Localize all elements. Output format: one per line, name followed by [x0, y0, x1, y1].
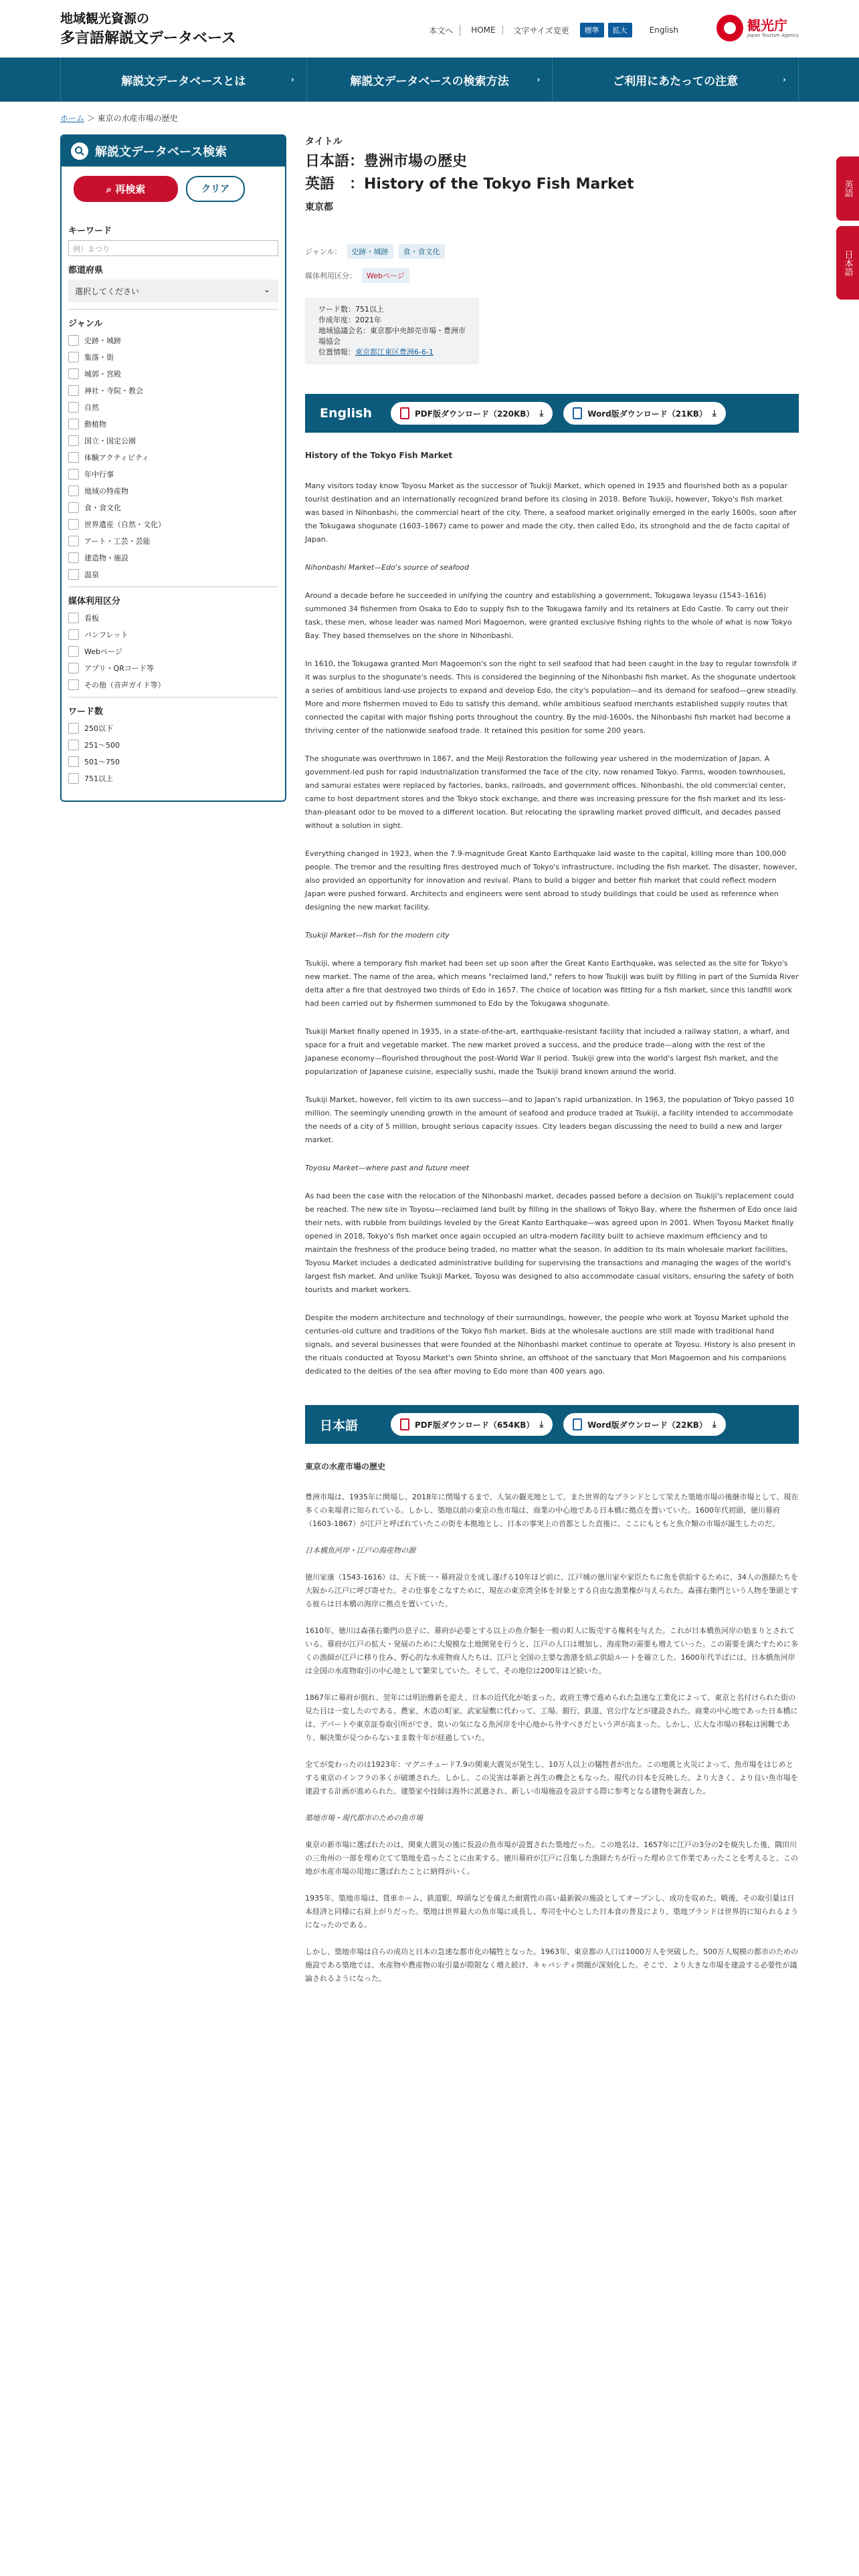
- nav-about-label: 解説文データベースとは: [121, 74, 246, 88]
- pdf-icon: [400, 407, 409, 419]
- word-doc-icon: [573, 1418, 582, 1430]
- japanese-paragraph: 1935年、築地市場は、貨車ホーム、鉄道駅、埠頭などを備えた耐震性の高い最新鋭の施設としてオープンし、成功を収めた。戦後、その取引量は日本経済と同様に右肩上がりだった。築地は世界最大の魚市場に成長し、寿司を中心とした日本食の普及により、築地ブランドは世界的に知られるようになったのである。: [305, 1894, 798, 1929]
- japanese-article-heading: 東京の水産市場の歴史: [305, 1462, 386, 1471]
- genre-checkbox-label: アート・工芸・芸能: [84, 537, 151, 546]
- media-checkbox-row[interactable]: [68, 629, 278, 640]
- media-checkbox-row[interactable]: [68, 646, 278, 657]
- japanese-paragraph: 1610年、徳川は森孫右衛門の息子に、幕府が必要とする以上の魚介類を一般の町人に販売する権利を与えた。これが日本橋魚河岸の始まりとされている。幕府が江戸の拡大・発展のために大規模な土地開発を行うと、江戸の人口は増加し、海産物の需要も増えていった。この需要を満たすために多くの漁師が江戸に移り住み、野心的な水産物商人たちは、江戸と全国の主要な漁港を結ぶ供給ルートを確立した。1600年代半ばには、日本橋魚河岸は全国の水産物取引の中心地として繁栄していた。そして、その地位は200年ほど続いた。: [305, 1626, 798, 1675]
- search-icon: ⌕: [106, 183, 116, 195]
- download-icon: ⤓: [539, 1419, 544, 1430]
- genre-tag[interactable]: 史跡・城跡: [347, 244, 393, 259]
- genre-checkbox[interactable]: [68, 368, 79, 379]
- genre-checkbox[interactable]: [68, 486, 79, 496]
- genre-checkbox-row[interactable]: [68, 435, 278, 446]
- genre-checkbox-row[interactable]: [68, 519, 278, 530]
- title-en-prefix: 英語 ：: [305, 176, 365, 193]
- japanese-paragraph: 徳川家康（1543-1616）は、天下統一・幕府設立を成し遂げる10年ほど前に、江戸城の徳川家や家臣たちに魚を供給するために、34人の漁師たちを大阪から江戸に呼び寄せた。その仕事をこなすために、現在の東京湾全体を対象とする自由な漁業権が与えられた。森孫右衛門という人物を筆頭とする彼らは日本橋の海岸に拠点を置いていた。: [305, 1573, 798, 1608]
- genre-row: [305, 244, 799, 259]
- prefecture-select[interactable]: [68, 280, 278, 302]
- download-icon: ⤓: [712, 408, 717, 419]
- media-tag[interactable]: Webページ: [362, 268, 409, 283]
- title-en-text: History of the Tokyo Fish Market: [364, 176, 634, 193]
- english-paragraph: Around a decade before he succeeded in unifying the country and establishing a government, Tokugawa Ieyasu (1543–1616) summoned 34 fishermen from Osaka to Edo to supply fish to the Tokugawa family and its retainers at Edo Castle. To carry out their task, these men, whose leader was named Mori Magoemon, were granted exclusive fishing rights to the whole of what is now Tokyo Bay. They based themselves on the shore in Nihonbashi.: [305, 591, 792, 640]
- site-title[interactable]: [60, 9, 236, 49]
- media-checkbox[interactable]: [68, 646, 79, 657]
- words-checkbox[interactable]: [68, 723, 79, 734]
- english-paragraph: Tsukiji, where a temporary fish market had been set up soon after the Great Kanto Earthquake, was selected as the site for Tokyo's new market. The name of the area, which means "reclaimed land," refers to how Tsukiji was built by filling in part of the Sumida River delta after a fire that destroyed two thirds of Edo in 1657. The choice of location was fitting for a fish market, since this landfill work had been carried out by fishermen summoned to Edo by the Tokugawa shogunate.: [305, 959, 799, 1008]
- words-checkbox[interactable]: [68, 773, 79, 784]
- pdf-icon: [400, 1418, 409, 1430]
- japanese-section-header: [305, 1405, 799, 1444]
- words-label: ワード数: [68, 707, 104, 717]
- prefecture-select-value: 選択してください: [75, 287, 140, 296]
- genre-checkbox[interactable]: [68, 569, 79, 580]
- title-ja-text: 豊洲市場の歴史: [364, 153, 468, 170]
- genre-checkbox-label: 年中行事: [84, 470, 114, 479]
- nav-search-method[interactable]: [306, 58, 553, 102]
- english-paragraph: In 1610, the Tokugawa granted Mori Magoemon's son the right to sell seafood that had been caught in the bay to regular townsfolk if it was surplus to the shogunate's needs. This is considered the beginning of the Nihonbashi fish market. As the shogunate undertook a series of ambitious land-use projects to expand and develop Edo, the city's population—and its demand for seafood—grew steadily. More and more fishermen moved to Edo to satisfy this demand, while ambitious seafood merchants established supply routes that connected the capital with major fishing ports throughout the country. By the mid-1600s, the Nihonbashi fish market had become a thriving center of the nationwide seafood trade. It retained this position for some 200 years.: [305, 659, 797, 735]
- english-paragraph: Tsukiji Market finally opened in 1935, in a state-of-the-art, earthquake-resistant facility that included a railway station, a wharf, and space for a fruit and vegetable market. The new market proved a success, and the produce trade—along with the rest of the Japanese economy—flourished throughout the post-World War II period. Tsukiji grew into the world's largest fish market, and the popularization of Japanese cuisine, especially sushi, made the Tsukiji brand known around the world.: [305, 1027, 789, 1076]
- genre-checkbox[interactable]: [68, 502, 79, 513]
- genre-checkbox[interactable]: [68, 469, 79, 479]
- genre-checkbox-label: 体験アクティビティ: [84, 453, 149, 462]
- japanese-article: [305, 1444, 799, 1985]
- genre-checkbox-label: 城郭・宮殿: [84, 370, 121, 379]
- japanese-word-label: Word版ダウンロード（22KB）: [587, 1420, 707, 1430]
- clear-button[interactable]: クリア: [186, 176, 245, 202]
- words-list: [68, 723, 278, 784]
- title-ja: [305, 150, 799, 173]
- genre-checkbox-row[interactable]: [68, 352, 278, 362]
- english-paragraph: Many visitors today know Toyosu Market as the successor of Tsukiji Market, which opened in 1935 and flourished both as a popular tourist destination and an internationally recognized brand before its closing in 2018. Before Tsukiji, however, Tokyo's fish market was based in Nihonbashi, the commercial heart of the city. There, a seafood market originally emerged in the early 1600s, soon after the Tokugawa shogunate (1603–1867) came to power and made the city, then called Edo, its stronghold and the de facto capital of Japan.: [305, 481, 797, 544]
- english-section-title: English: [320, 406, 372, 421]
- search-filters: [62, 211, 285, 800]
- location-link[interactable]: 東京都江東区豊洲6-6-1: [355, 348, 434, 356]
- japanese-paragraph: 全てが変わったのは1923年：マグニチュード7.9の関東大震災が発生し、10万人以上の犠牲者が出た。この地震と火災によって、魚市場をはじめとする東京のインフラの多くが破壊された。しかし、この災害は革新と再生の機会ともなった。現代の日本を反映した、より大きく、より良い魚市場を建設する計画が進められた。建築家や技師は海外に派遣され、新しい市場施設を設計する際に参考となる建物を調査した。: [305, 1760, 798, 1796]
- english-article: [305, 433, 799, 1378]
- genre-checkbox-row[interactable]: [68, 419, 278, 429]
- word-count: ワード数：751以上: [318, 305, 384, 314]
- genre-checkbox-label: 温泉: [84, 570, 99, 579]
- breadcrumb-home[interactable]: ホーム: [60, 114, 85, 123]
- genre-tag[interactable]: 食・食文化: [399, 244, 445, 259]
- home-link[interactable]: HOME: [464, 25, 502, 35]
- japanese-paragraph: 豊洲市場は、1935年に開場し、2018年に閉場するまで、人気の観光地として、また世界的なブランドとして栄えた築地市場の後継市場として、現在多くの来場者に知られている。しかし、築地以前の東京の魚市場は、商業の中心地である日本橋に拠点を置いていた。1600年代初頭、徳川幕府（1603-1867）が江戸と呼ばれていたこの街を本拠地とし、日本の事実上の首都とした直後に、ここにもともと魚介類の市場が誕生したのだ。: [305, 1493, 799, 1528]
- words-checkbox[interactable]: [68, 740, 79, 750]
- japanese-word-download[interactable]: [563, 1413, 725, 1436]
- genre-checkbox-row[interactable]: [68, 368, 278, 379]
- genre-checkbox[interactable]: [68, 519, 79, 530]
- words-checkbox[interactable]: [68, 756, 79, 767]
- breadcrumb: [0, 102, 859, 134]
- site-header: [0, 0, 859, 58]
- genre-row-label: ジャンル：: [305, 247, 342, 256]
- research-button[interactable]: [74, 176, 178, 202]
- japanese-paragraph: 東京の新市場に選ばれたのは、関東大震災の後に仮設の魚市場が設置された築地だった。この地名は、1657年に江戸の3分の2を焼失した後、隅田川の三角州の一部を埋め立てて築地を造ったことに由来する。徳川幕府が江戸に召集した漁師たちが行った埋め立て作業であったことを考えると、この地が水産市場の用地に選ばれたことに納得がいく。: [305, 1840, 798, 1876]
- genre-checkbox-label: 食・食文化: [84, 504, 121, 512]
- japanese-paragraph: しかし、築地市場は自らの成功と日本の急速な都市化の犠牲となった。1963年、東京都の人口は1000万人を突破した。500万人規模の都市のための施設である築地では、水産物や農産物の取引量が際限なく増え続け、キャパシティ問題が深刻化した。そこで、より大きな市場を建設する必要性が議論されるようになった。: [305, 1947, 798, 1983]
- words-checkbox-label: 250以下: [84, 724, 113, 733]
- jta-logo-sub: Japan Tourism Agency: [747, 33, 799, 38]
- english-word-download[interactable]: [563, 402, 725, 425]
- nav-notes[interactable]: [552, 58, 799, 102]
- genre-checkbox[interactable]: [68, 552, 79, 563]
- sidebar: [60, 134, 286, 1999]
- genre-checkbox-label: 建造物・施設: [84, 554, 128, 562]
- genre-checkbox-label: 動植物: [84, 420, 106, 429]
- chevron-right-icon: ›: [290, 75, 294, 84]
- genre-checkbox-row[interactable]: [68, 452, 278, 463]
- media-label: 媒体利用区分: [68, 597, 121, 607]
- jta-logo[interactable]: [717, 15, 799, 41]
- media-checkbox-row[interactable]: [68, 679, 278, 690]
- genre-checkbox-row[interactable]: [68, 502, 278, 513]
- english-paragraph: The shogunate was overthrown in 1867, and the Meiji Restoration the following year ushered in the modernization of Japan. A government-led push for rapid industrialization transformed the face of the city, now renamed Tokyo. Farms, wooden townhouses, and samurai estates were replaced by factories, banks, railroads, and government offices. Nihonbashi, the old commercial center, came to host department stores and the Tokyo stock exchange, and there was increasing pressure for the fish market and its less-than-pleasant odor to be moved to a different location. But relocating the sprawling market proved difficult, and decades passed without a solution in sight.: [305, 754, 787, 830]
- created-year: 作成年度：2021年: [318, 316, 381, 324]
- jta-logo-text: 観光庁: [747, 17, 787, 33]
- nav-search-method-label: 解説文データベースの検索方法: [350, 74, 509, 88]
- english-subheading: Nihonbashi Market—Edo's source of seafood: [305, 563, 469, 572]
- media-checkbox[interactable]: [68, 663, 79, 673]
- genre-checkbox[interactable]: [68, 335, 79, 346]
- side-tab-japanese[interactable]: 日本語: [836, 226, 859, 300]
- genre-checkbox[interactable]: [68, 452, 79, 463]
- genre-label: ジャンル: [68, 319, 103, 329]
- words-checkbox-row[interactable]: [68, 723, 278, 734]
- genre-checkbox-row[interactable]: [68, 536, 278, 546]
- media-checkbox-label: 看板: [84, 614, 99, 623]
- english-paragraph: As had been the case with the relocation of the Nihonbashi market, decades passed before a decision on Tsukiji's replacement could be reached. The new site in Toyosu—reclaimed land built by filling in the shallows of Tokyo Bay, where the fishermen of Edo once laid their nets, with rubble from buildings leveled by the Great Kanto Earthquake—was agreed upon in 2001. When Toyosu Market finally opened in 2018, Tokyo's fish market once again occupied an ultra-modern facility built to achieve maximum efficiency and to maintain the freshness of the produce being traded, no matter what the season. In addition to its main wholesale market facilities, Toyosu Market includes a dedicated administrative building for supervising the transactions and managing the wages of the world's largest fish market. And unlike Tsukiji Market, Toyosu was designed to also accommodate casual visitors, ensuring the safety of both tourists and market workers.: [305, 1192, 797, 1294]
- english-paragraph: Despite the modern architecture and technology of their surroundings, however, the people who work at Toyosu Market uphold the centuries-old culture and traditions of the Tokyo fish market. Bids at the wholesale auctions are still made with traditional hand signals, and several businesses that were founded at the Nihonbashi market continue to operate at Toyosu. History is also present in the rituals conducted at Toyosu Market's own Shinto shrine, an offshoot of the sanctuary that Mori Magoemon and his companions dedicated to the deities of the sea after moving to Edo more than 400 years ago.: [305, 1313, 795, 1376]
- media-list: [68, 613, 278, 690]
- media-checkbox-label: アプリ・QRコード等: [84, 664, 154, 673]
- words-checkbox-row[interactable]: [68, 756, 278, 767]
- main-area: [0, 134, 859, 1999]
- genre-checkbox-label: 集落・街: [84, 353, 114, 362]
- search-panel-header: [62, 136, 285, 167]
- media-checkbox[interactable]: [68, 613, 79, 623]
- genre-checkbox-row[interactable]: [68, 469, 278, 479]
- media-checkbox-row[interactable]: [68, 663, 278, 673]
- global-nav: [0, 58, 859, 102]
- location-label: 位置情報：: [318, 348, 355, 356]
- english-subheading: Toyosu Market—where past and future meet: [305, 1164, 470, 1172]
- title-en: [305, 173, 799, 196]
- side-tab-english[interactable]: 英語: [836, 156, 859, 221]
- download-icon: ⤓: [539, 408, 544, 419]
- genre-checkbox-label: 神社・寺院・教会: [84, 387, 143, 395]
- genre-checkbox[interactable]: [68, 352, 79, 362]
- japanese-pdf-download[interactable]: [391, 1413, 553, 1436]
- info-box: [305, 298, 479, 364]
- location: [318, 347, 466, 358]
- words-checkbox-label: 501〜750: [84, 758, 120, 766]
- genre-checkbox[interactable]: [68, 435, 79, 446]
- english-subheading: Tsukiji Market—fish for the modern city: [305, 931, 450, 940]
- media-checkbox[interactable]: [68, 629, 79, 640]
- title-ja-prefix: 日本語：: [305, 153, 365, 170]
- japanese-paragraph: 1867年に幕府が倒れ、翌年には明治維新を迎え、日本の近代化が始まった。政府主導で進められた急速な工業化によって、東京と名付けられた街の見た目は一変したのである。農家、木造の町家、武家屋敷に代わって、工場、銀行、鉄道、官公庁などが建設された。商業の中心地であった日本橋には、デパートや東京証券取引所ができ、臭いの気になる魚河岸を中心地から外すべきだという声が高まった。しかし、広大な市場の移転は困難であり、解決策が見つからないまま数十年が経過していた。: [305, 1693, 798, 1742]
- chevron-down-icon: ⌄: [263, 285, 270, 294]
- site-title-line2: 多言語解説文データベース: [60, 30, 236, 47]
- english-paragraph: Everything changed in 1923, when the 7.9-magnitude Great Kanto Earthquake laid waste to the capital, killing more than 100,000 people. The tremor and the resulting fires destroyed much of Tokyo's infrastructure, including the fish market. The disaster, however, also provided an opportunity for innovation and revival. Plans to build a bigger and better fish market that could reflect modern Japan were pushed forward. Architects and engineers were sent abroad to study buildings that could be used as reference when designing the new market facility.: [305, 849, 797, 911]
- english-pdf-download[interactable]: [391, 402, 553, 425]
- genre-checkbox[interactable]: [68, 419, 79, 429]
- english-pdf-label: PDF版ダウンロード（220KB）: [415, 409, 535, 419]
- chevron-right-icon: ›: [783, 75, 787, 84]
- genre-checkbox-label: 国立・国定公園: [84, 437, 136, 445]
- japanese-subheading: 日本橋魚河岸・江戸の海産物の源: [305, 1546, 415, 1555]
- media-checkbox-label: パンフレット: [84, 631, 128, 639]
- search-panel-title: 解説文データベース検索: [95, 145, 227, 159]
- font-size-standard-button[interactable]: 標準: [580, 23, 604, 37]
- skip-to-content-link[interactable]: 本文へ: [422, 25, 460, 36]
- english-article-heading: History of the Tokyo Fish Market: [305, 451, 453, 460]
- media-checkbox-label: その他（音声ガイド等）: [84, 681, 165, 689]
- prefecture-label: 都道府県: [68, 265, 104, 276]
- font-size-label: 文字サイズ変更: [513, 25, 569, 35]
- media-row-label: 媒体利用区分：: [305, 272, 357, 280]
- download-icon: ⤓: [712, 1419, 717, 1430]
- search-panel: [60, 134, 286, 802]
- council-name: 地域協議会名：東京都中央卸売市場・豊洲市場協会: [318, 326, 466, 346]
- words-checkbox-row[interactable]: [68, 773, 278, 784]
- genre-checkbox-label: 地域の特産物: [84, 487, 128, 496]
- media-checkbox[interactable]: [68, 679, 79, 690]
- breadcrumb-separator: ＞: [86, 114, 98, 123]
- media-checkbox-row[interactable]: [68, 613, 278, 623]
- genre-list: [68, 335, 278, 580]
- content: [305, 134, 799, 1999]
- word-doc-icon: [573, 407, 582, 419]
- keyword-input[interactable]: 例）まつり: [68, 240, 278, 256]
- genre-checkbox-row[interactable]: [68, 552, 278, 563]
- search-icon: [71, 142, 88, 160]
- japanese-pdf-label: PDF版ダウンロード（654KB）: [415, 1420, 535, 1430]
- words-checkbox-row[interactable]: [68, 740, 278, 750]
- genre-checkbox-label: 世界遺産（自然・文化）: [84, 520, 165, 529]
- japanese-subheading: 築地市場・現代都市のための魚市場: [305, 1814, 423, 1822]
- breadcrumb-current: 東京の水産市場の歴史: [97, 114, 178, 123]
- genre-checkbox-row[interactable]: [68, 569, 278, 580]
- site-title-line1: 地域観光資源の: [60, 11, 150, 26]
- genre-checkbox[interactable]: [68, 402, 79, 413]
- jta-logo-mark-icon: [717, 15, 743, 41]
- genre-checkbox-row[interactable]: [68, 402, 278, 413]
- genre-checkbox[interactable]: [68, 536, 79, 546]
- font-size-large-button[interactable]: 拡大: [608, 23, 632, 37]
- media-checkbox-label: Webページ: [84, 647, 122, 656]
- japanese-section-title: 日本語: [320, 1418, 359, 1433]
- search-buttons: [62, 167, 285, 211]
- utility-nav: [422, 23, 685, 37]
- words-checkbox-label: 751以上: [84, 774, 113, 783]
- genre-checkbox[interactable]: [68, 385, 79, 396]
- nav-about[interactable]: [60, 58, 306, 102]
- chevron-right-icon: ›: [537, 75, 541, 84]
- genre-checkbox-row[interactable]: [68, 335, 278, 346]
- divider: [68, 586, 278, 587]
- english-section-header: [305, 394, 799, 433]
- divider: [68, 309, 278, 310]
- words-checkbox-label: 251〜500: [84, 741, 120, 750]
- nav-notes-label: ご利用にあたっての注意: [613, 74, 739, 88]
- media-row: [305, 268, 799, 283]
- keyword-label: キーワード: [68, 226, 112, 236]
- genre-checkbox-row[interactable]: [68, 385, 278, 396]
- english-paragraph: Tsukiji Market, however, fell victim to its own success—and to Japan's rapid urbanization. In 1963, the population of Tokyo passed 10 million. The seemingly unending growth in the amount of seafood and produce traded at Tsukiji, a facility intended to accommodate the needs of a city of 5 million, brought serious capacity issues. City leaders began discussing the need to build a new and larger market.: [305, 1095, 794, 1144]
- genre-checkbox-label: 史跡・城跡: [84, 336, 121, 345]
- english-link[interactable]: English: [649, 25, 678, 35]
- title-label: タイトル: [305, 136, 343, 147]
- english-word-label: Word版ダウンロード（21KB）: [587, 409, 707, 419]
- genre-checkbox-label: 自然: [84, 403, 99, 412]
- genre-checkbox-row[interactable]: [68, 486, 278, 496]
- prefecture: 東京都: [305, 202, 333, 213]
- research-button-label: 再検索: [115, 183, 146, 195]
